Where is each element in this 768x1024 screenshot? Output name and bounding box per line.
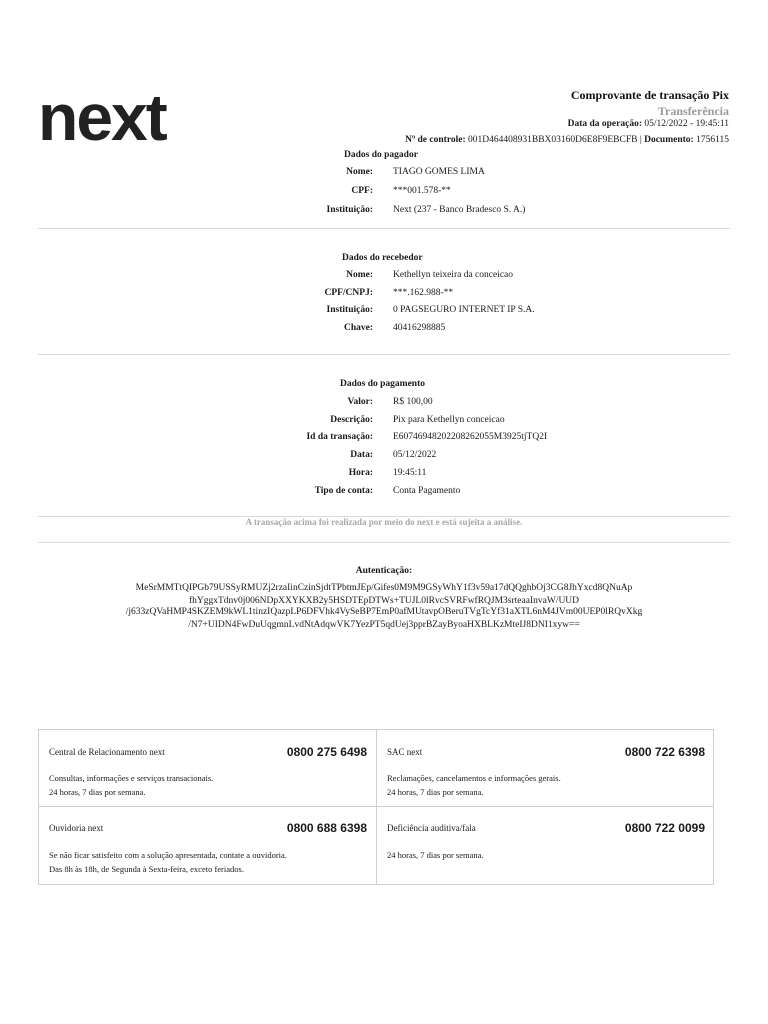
- payment-time-value: 19:45:11: [393, 468, 427, 478]
- contact-description: Consultas, informações e serviços transacionais.: [49, 773, 214, 783]
- operation-date-value: 05/12/2022 - 19:45:11: [644, 119, 729, 129]
- receiver-section-title: Dados do recebedor: [342, 253, 423, 263]
- account-type-label: Tipo de conta:: [314, 486, 373, 496]
- receiver-name-value: Kethellyn teixeira da conceicao: [393, 270, 514, 280]
- receiver-institution-label: Instituição:: [326, 305, 373, 315]
- contact-name: Deficiência auditiva/fala: [387, 823, 476, 833]
- contact-hours: Das 8h às 18h, de Segunda à Sexta-feira, exceto feriados.: [49, 864, 244, 874]
- divider: [38, 542, 730, 543]
- receiver-cpf-label: CPF/CNPJ:: [324, 288, 373, 298]
- receiver-cpf-value: ***.162.988-**: [393, 288, 454, 298]
- payer-institution-value: Next (237 - Banco Bradesco S. A.): [393, 205, 526, 215]
- contact-description: Se não ficar satisfeito com a solução apresentada, contate a ouvidoria.: [49, 850, 287, 860]
- operation-date-label: Data da operação:: [567, 119, 642, 129]
- control-value: 001D464408931BBX03160D6E8F9EBCFB: [468, 135, 638, 145]
- receiver-name-label: Nome:: [346, 270, 373, 280]
- contact-accessibility: [377, 807, 714, 883]
- document-label: Documento:: [644, 135, 694, 145]
- contact-hours: 24 horas, 7 dias por semana.: [387, 787, 484, 797]
- payer-cpf-label: CPF:: [351, 186, 373, 196]
- contact-phone: 0800 688 6398: [286, 821, 367, 835]
- divider: [38, 354, 730, 355]
- payment-date-label: Data:: [350, 450, 373, 460]
- contact-phone: 0800 722 6398: [624, 745, 705, 759]
- contact-phone: 0800 275 6498: [286, 745, 367, 759]
- control-label: Nº de controle:: [405, 135, 466, 145]
- operation-date: [568, 119, 729, 129]
- contact-sac: [377, 730, 714, 806]
- contact-hours: 24 horas, 7 dias por semana.: [49, 787, 146, 797]
- payment-time-label: Hora:: [348, 468, 373, 478]
- payer-name-value: TIAGO GOMES LIMA: [393, 167, 485, 177]
- contact-phone: 0800 722 0099: [624, 821, 705, 835]
- payment-amount-value: R$ 100,00: [393, 397, 433, 407]
- document-value: 1756115: [696, 135, 729, 145]
- payment-date-value: 05/12/2022: [393, 450, 437, 460]
- receiver-key-label: Chave:: [343, 323, 373, 333]
- contact-hours: 24 horas, 7 dias por semana.: [387, 850, 484, 860]
- contact-ouvidoria: [39, 807, 376, 883]
- authentication-code-line: /N7+UIDN4FwDuUqgmnLvdNtAdqwVK7YezPT5qdUej3pprBZayByoaHXBLKzMteIJ8DNI1xyw==: [188, 620, 580, 630]
- payer-cpf-value: ***001.578-**: [393, 186, 451, 196]
- account-type-value: Conta Pagamento: [393, 486, 461, 496]
- payment-description-value: Pix para Kethellyn conceicao: [393, 415, 505, 425]
- control-number: Nº de controle: 001D464408931BBX03160D6E8F9EBCFB | Documento: 1756115: [405, 135, 729, 145]
- contacts-table: [38, 729, 714, 885]
- next-logo: next: [38, 80, 166, 154]
- authentication-code-line: MeSrMMTtQIPGb79USSyRMUZj2rzaIinCzinSjdtTPbtmJEp/Gifes0M9M9GSyWhY1f3v59a17dQQghbOj3CG8JhYxcd8QNuAp: [135, 583, 633, 593]
- payment-section-title: Dados do pagamento: [340, 379, 425, 389]
- contact-description: Reclamações, cancelamentos e informações gerais.: [387, 773, 561, 783]
- receiver-institution-value: 0 PAGSEGURO INTERNET IP S.A.: [393, 305, 535, 315]
- contact-central: [39, 730, 376, 806]
- payment-amount-label: Valor:: [347, 397, 373, 407]
- payment-description-label: Descrição:: [330, 415, 373, 425]
- receiver-key-value: 40416298885: [393, 323, 446, 333]
- transaction-id-label: Id da transação:: [306, 432, 373, 442]
- contact-name: Central de Relacionamento next: [49, 747, 165, 757]
- authentication-title: Autenticação:: [355, 566, 413, 576]
- transaction-id-value: E60746948202208262055M3925tjTQ2I: [393, 432, 548, 442]
- contact-name: SAC next: [387, 747, 423, 757]
- analysis-notice: A transação acima foi realizada por meio do next e está sujeita a análise.: [245, 517, 523, 527]
- payer-section-title: Dados do pagador: [344, 150, 418, 160]
- payer-name-label: Nome:: [346, 167, 373, 177]
- contact-name: Ouvidoria next: [49, 823, 104, 833]
- receipt-title: Comprovante de transação Pix: [570, 88, 729, 102]
- divider: [38, 228, 730, 229]
- authentication-code-line: /j633zQVaHMP4SKZEM9kWL1tinzIQazpLP6DFVhk4VySeBP7EmP0afMUtavpOBeruTVgTcYf31aXTL6nM4JVm00UEP0lRQvXkg: [125, 607, 643, 617]
- receipt-subtitle: Transferência: [657, 104, 729, 118]
- payer-institution-label: Instituição:: [326, 205, 373, 215]
- authentication-code-line: fhYggxTdnv0j006NDpXXYKXB2y5HSDTEpDTWs+TUJL0lRvcSVRFwfRQJM3srteaaInvaW/UUD: [188, 596, 580, 606]
